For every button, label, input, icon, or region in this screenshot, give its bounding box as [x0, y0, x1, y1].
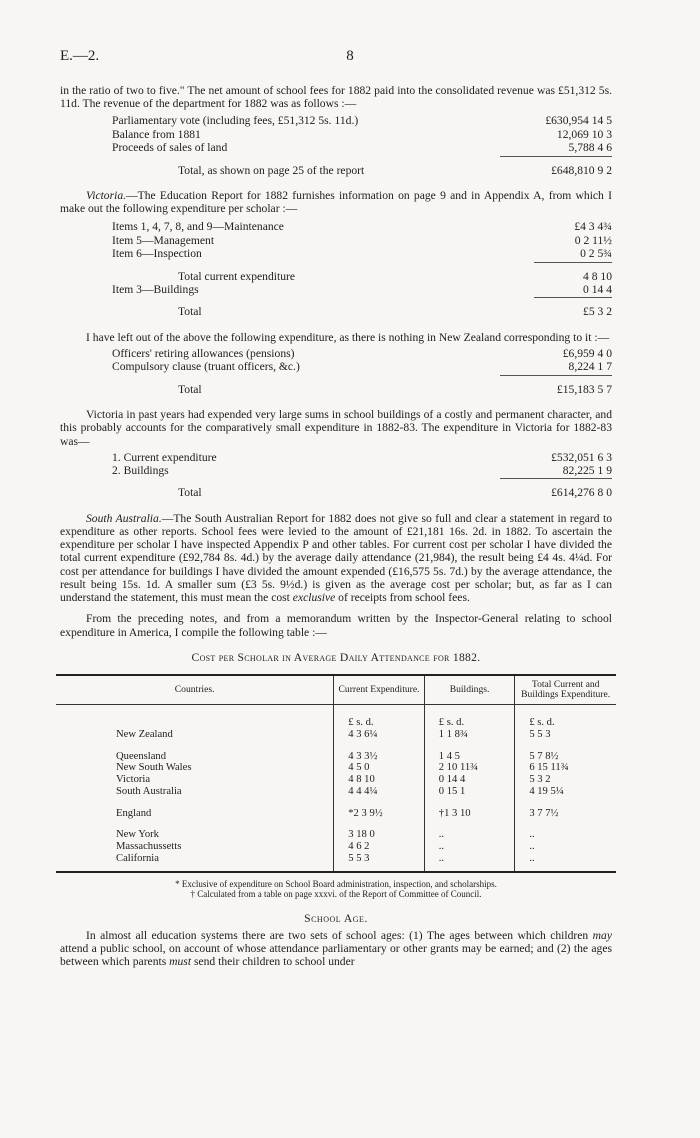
- paper-reference: E.—2.: [60, 48, 100, 64]
- paragraph-left-out: I have left out of the above the following expenditure, as there is nothing in New Zealand corresponding to it :—: [86, 330, 610, 344]
- table-row: [56, 729, 616, 741]
- lead-victoria: Victoria.: [86, 188, 127, 202]
- unit-cell: £ s. d.: [515, 704, 616, 728]
- value-cell: ..: [515, 841, 616, 853]
- row-amount: 12,069 10 3: [556, 127, 612, 141]
- paragraph-school-age: In almost all education systems there are two sets of school ages: (1) The ages between which children may attend a public school, on account of whose attendance parliamentary or other grants may be earned; and (2) the ages between which parents must send their children to school under: [60, 929, 612, 969]
- row-amount: £6,959 4 0: [562, 346, 612, 360]
- paragraph-compile-table: From the preceding notes, and from a memorandum written by the Inspector-General relating to school expenditure in America, I compile the following table :—: [60, 612, 612, 639]
- unit-cell: £ s. d.: [334, 704, 425, 728]
- table-row: [56, 841, 616, 853]
- row-amount: £532,051 6 3: [551, 450, 612, 464]
- value-cell: ..: [424, 841, 515, 853]
- value-cell: 0 14 4: [424, 774, 515, 786]
- revenue-row: [60, 128, 612, 141]
- value-cell: 5 7 8½: [515, 741, 616, 763]
- table-row: [56, 762, 616, 774]
- left-out-total-row: [60, 383, 612, 396]
- row-label: 2. Buildings: [112, 464, 169, 478]
- row-amount: 0 14 4: [583, 282, 612, 296]
- row-label: Total: [178, 305, 202, 319]
- col-total: Total Current and Buildings Expenditure.: [515, 675, 616, 705]
- value-cell: 2 10 11¾: [424, 762, 515, 774]
- value-cell: ..: [515, 819, 616, 841]
- vic-8283-total-row: [60, 486, 612, 499]
- victoria-1882-83-list: [60, 451, 612, 500]
- row-label: Item 5—Management: [112, 233, 215, 247]
- value-cell: ..: [424, 819, 515, 841]
- table-row: [56, 819, 616, 841]
- value-cell: *2 3 9½: [334, 798, 425, 820]
- victoria-row: [60, 247, 612, 260]
- sum-rule: [60, 261, 612, 264]
- victoria-current-row: [60, 270, 612, 283]
- row-amount: £630,954 14 5: [545, 114, 612, 128]
- row-label: Proceeds of sales of land: [112, 141, 228, 155]
- left-out-row: [60, 347, 612, 360]
- footnote: † Calculated from a table on page xxxvi. of the Report of Committee of Council.: [190, 889, 482, 900]
- value-cell: 1 4 5: [424, 741, 515, 763]
- cost-per-scholar-table: [56, 674, 616, 873]
- paragraph-victoria-buildings: Victoria in past years had expended very large sums in school buildings of a costly and permanent character, and this probably accounts for the comparatively small expenditure in 1882-83. The expenditure in Victoria for 1882-83 was—: [60, 408, 612, 448]
- row-label: Parliamentary vote (including fees, £51,312 5s. 11d.): [112, 114, 359, 128]
- left-out-list: [60, 347, 612, 396]
- value-cell: ..: [515, 853, 616, 865]
- col-buildings: Buildings.: [424, 675, 515, 705]
- value-cell: 4 3 6¼: [334, 729, 425, 741]
- row-label: Item 3—Buildings: [112, 282, 199, 296]
- table-row: [56, 853, 616, 865]
- revenue-list: [60, 114, 612, 177]
- table-header-row: [56, 675, 616, 705]
- value-cell: 1 1 8¾: [424, 729, 515, 741]
- value-cell: 6 15 11¾: [515, 762, 616, 774]
- value-cell: ..: [424, 853, 515, 865]
- value-cell: 4 19 5¼: [515, 786, 616, 798]
- col-countries: Countries.: [56, 675, 334, 705]
- row-label: Items 1, 4, 7, 8, and 9—Maintenance: [112, 220, 284, 234]
- country-cell: Victoria: [116, 774, 151, 786]
- revenue-row: [60, 114, 612, 127]
- row-amount: £5 3 2: [583, 305, 612, 319]
- page-header: [60, 50, 640, 70]
- row-amount: 4 8 10: [583, 269, 612, 283]
- units-row: [56, 704, 616, 728]
- value-cell: †1 3 10: [424, 798, 515, 820]
- revenue-row: [60, 141, 612, 154]
- country-cell: New Zealand: [116, 728, 173, 740]
- table-caption: Cost per Scholar in Average Daily Attendance for 1882.: [191, 650, 481, 664]
- sum-rule: [60, 477, 612, 480]
- row-label: Total, as shown on page 25 of the report: [178, 163, 365, 177]
- table-row: [56, 786, 616, 798]
- value-cell: 4 5 0: [334, 762, 425, 774]
- victoria-expenditure-list: [60, 220, 612, 318]
- sum-rule: [60, 296, 612, 299]
- row-label: Total: [178, 382, 202, 396]
- paragraph-south-australia: South Australia.—The South Australian Report for 1882 does not give so full and clear a statement in regard to expenditure as other reports. School fees were levied to the amount of £21,181 16s. 2d. in 1882. To ascertain the expenditure per scholar I have inspected Appendix P and other tables. For current cost per scholar I have divided the total current expenditure (£92,784 8s. 4d.) by the average daily attendance (21,984), the result being £4 4s. 4¼d. For cost per attendance for buildings I have divided the amount expended (£16,575 5s. 7d.) by the average attendance, the result being 15s. 1d. A smaller sum (£3 5s. 9½d.) is given as the average cost per scholar; but, as far as I can understand the statement, this must mean the cost exclusive of receipts from school fees.: [60, 511, 612, 605]
- col-current: Current Expenditure.: [334, 675, 425, 705]
- row-label: Total current expenditure: [178, 269, 296, 283]
- value-cell: 4 8 10: [334, 774, 425, 786]
- value-cell: 4 6 2: [334, 841, 425, 853]
- victoria-row: [60, 234, 612, 247]
- left-out-row: [60, 360, 612, 373]
- table-footnotes: [60, 879, 612, 900]
- table-bottom-rule: [56, 865, 616, 872]
- row-amount: £614,276 8 0: [551, 486, 612, 500]
- victoria-row: [60, 220, 612, 233]
- row-label: Total: [178, 486, 202, 500]
- page-body: [60, 84, 612, 969]
- row-amount: 5,788 4 6: [568, 141, 612, 155]
- row-label: Compulsory clause (truant officers, &c.): [112, 360, 300, 374]
- value-cell: 4 4 4¼: [334, 786, 425, 798]
- value-cell: 5 3 2: [515, 774, 616, 786]
- row-label: Officers' retiring allowances (pensions): [112, 346, 295, 360]
- row-amount: 8,224 1 7: [568, 360, 612, 374]
- sum-rule: [60, 374, 612, 377]
- page-number: 8: [346, 48, 354, 64]
- paragraph-school-fees: in the ratio of two to five." The net amount of school fees for 1882 paid into the consolidated revenue was £51,312 5s. 11d. The revenue of the department for 1882 was as follows :—: [60, 84, 612, 111]
- lead-south-australia: South Australia.: [86, 511, 162, 525]
- paragraph-victoria: Victoria.—The Education Report for 1882 furnishes information on page 9 and in Appendix A, from which I make out the following expenditure per scholar :—: [60, 188, 612, 216]
- unit-cell: £ s. d.: [424, 704, 515, 728]
- country-cell: Massachussetts: [116, 841, 182, 853]
- table-row: [56, 774, 616, 786]
- victoria-total-row: [60, 305, 612, 318]
- value-cell: 3 7 7½: [515, 798, 616, 820]
- row-label: Item 6—Inspection: [112, 247, 202, 261]
- row-amount: £4 3 4¾: [574, 220, 612, 234]
- row-label: Balance from 1881: [112, 127, 201, 141]
- row-amount: 0 2 5¾: [580, 247, 612, 261]
- table-body: [56, 704, 616, 871]
- country-cell: South Australia: [116, 785, 182, 797]
- row-label: 1. Current expenditure: [112, 450, 217, 464]
- victoria-buildings-row: [60, 283, 612, 296]
- country-cell: New York: [116, 829, 159, 841]
- value-cell: 3 18 0: [334, 819, 425, 841]
- country-cell: Queensland: [116, 750, 167, 762]
- value-cell: 0 15 1: [424, 786, 515, 798]
- vic-8283-row: [60, 464, 612, 477]
- row-amount: £15,183 5 7: [556, 382, 612, 396]
- row-amount: 0 2 11½: [574, 233, 612, 247]
- section-title: School Age.: [304, 911, 368, 925]
- value-cell: 5 5 3: [515, 729, 616, 741]
- sum-rule: [60, 155, 612, 158]
- country-cell: New South Wales: [116, 762, 192, 774]
- table-row: [56, 798, 616, 820]
- value-cell: 4 3 3½: [334, 741, 425, 763]
- row-amount: £648,810 9 2: [551, 163, 612, 177]
- vic-8283-row: [60, 451, 612, 464]
- country-cell: England: [116, 807, 152, 819]
- table-row: [56, 741, 616, 763]
- country-cell: California: [116, 853, 159, 865]
- footnote: * Exclusive of expenditure on School Board administration, inspection, and scholarships.: [175, 878, 497, 889]
- row-amount: 82,225 1 9: [562, 464, 612, 478]
- revenue-total-row: [60, 164, 612, 177]
- value-cell: 5 5 3: [334, 853, 425, 865]
